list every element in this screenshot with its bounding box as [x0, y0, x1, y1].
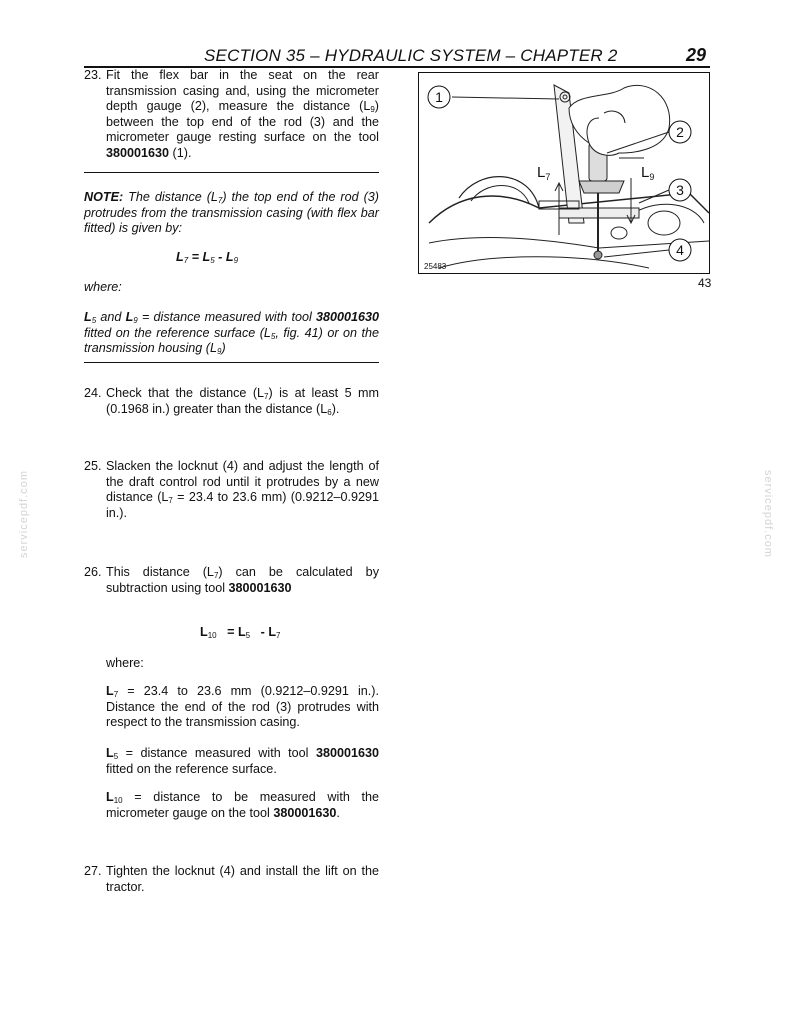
step-number: 23. [84, 68, 102, 82]
watermark-right: servicepdf.com [762, 470, 774, 558]
step-24: 24. Check that the distance $(L_7)$ is at least 5 mm (0.1968 in.) greater than the distance $(L_6)$. [84, 386, 380, 417]
def-l5: $L_5$ = distance measured with tool 380001630 fitted on the reference surface. [106, 746, 379, 776]
callout-2: 2 [676, 124, 684, 140]
step-25: 25. Slacken the locknut (4) and adjust the length of the draft control rod until it protrudes by a new distance ($L_7 = 23.4$ to 23.6 mm) (0.9212–0.9291 in.). [84, 459, 379, 520]
figure-code: 25483 [424, 262, 447, 271]
def-l7: $L_7 = 23.4$ to 23.6 mm (0.9212–0.9291 in.). Distance the end of the rod (3) protrudes with respect to the transmission casing. [106, 684, 379, 729]
formula-l10: $L_{10}$ = $L_5$ - $L_7$ [200, 625, 281, 640]
page-number: 29 [685, 45, 706, 65]
section-title: SECTION 35 – HYDRAULIC SYSTEM – CHAPTER 2 [204, 46, 618, 65]
note-block [84, 190, 379, 237]
step-23 [84, 68, 379, 161]
watermark-left: servicepdf.com [18, 470, 30, 558]
note-where: where: [84, 280, 122, 294]
note-definition: $L_5$ and $L_9$ = distance measured with tool 380001630 fitted on the reference surface ($L_5$, fig. 41) or on the transmission housing $(L_9)$ [84, 310, 379, 356]
callout-4: 4 [676, 242, 684, 258]
step-26: 26. This distance $(L_7)$ can be calculated by subtraction using tool 380001630 [84, 565, 379, 595]
figure-43 [418, 72, 710, 274]
note-bottom-rule [84, 362, 379, 363]
label-l9: $L_9$ [641, 164, 655, 182]
callout-3: 3 [676, 182, 684, 198]
label-l7: $L_7$ [537, 164, 551, 182]
defs-where: where: [106, 656, 144, 670]
def-l10: $L_{10}$ = distance to be measured with the micrometer gauge on the tool 380001630. [106, 790, 379, 820]
figure-illustration [419, 73, 709, 273]
callout-1: 1 [435, 89, 443, 105]
note-formula: $L_7 = L_5 - L_9$ [176, 250, 239, 265]
step-text: Fit the flex bar in the seat on the rear transmission casing and, using the micrometer depth gauge (2), measure the distance $(L_9)$ between the top end of the rod (3) and the micrometer gauge resting surface on the tool 380001630 (1). [106, 68, 379, 160]
note-label: NOTE: [84, 190, 124, 204]
page-header [84, 44, 710, 68]
note-text: NOTE: The distance $(L_7)$ the top end of the rod (3) protrudes from the transmission casing (with flex bar fitted) is given by: [84, 190, 379, 235]
note-top-rule [84, 172, 379, 173]
figure-number: 43 [698, 276, 712, 290]
step-27: 27. Tighten the locknut (4) and install the lift on the tractor. [84, 864, 379, 894]
